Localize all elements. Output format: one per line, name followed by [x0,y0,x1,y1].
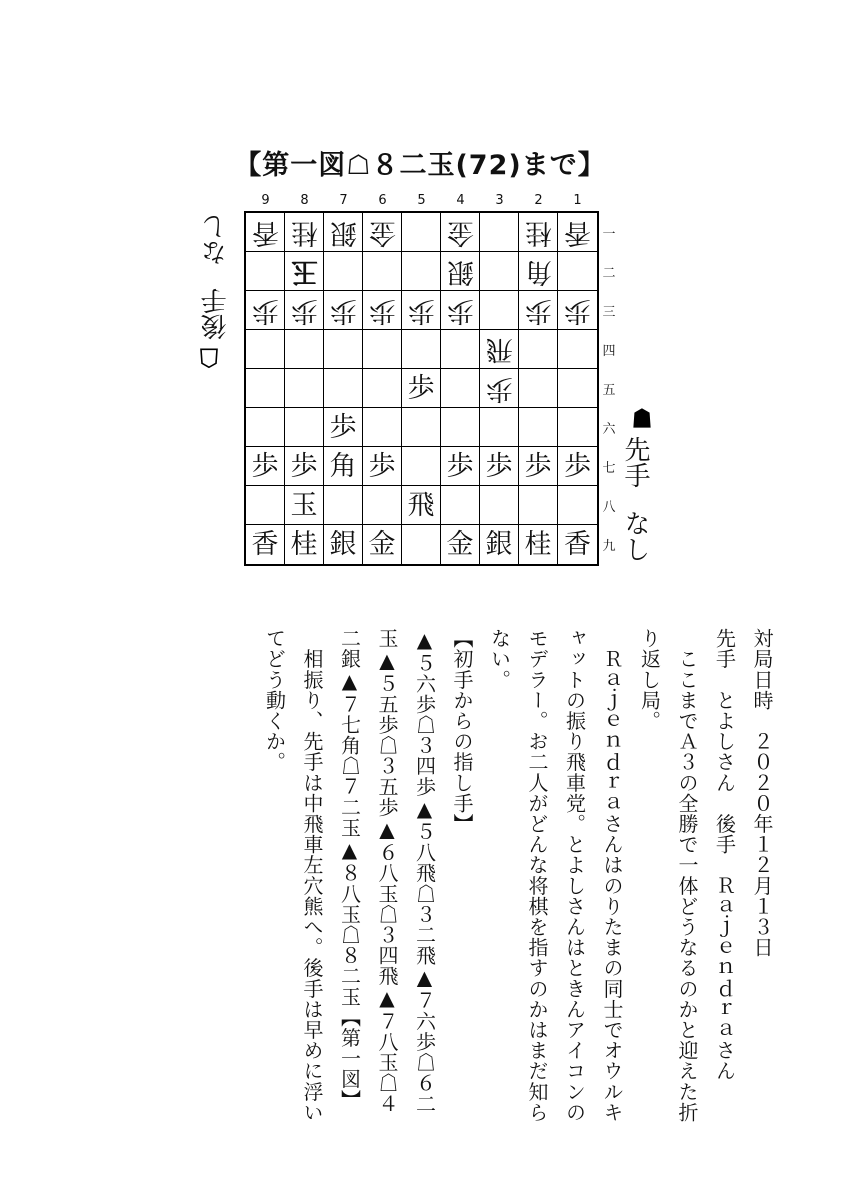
column-label: 8 [300,193,309,208]
column-label: 9 [261,193,270,208]
column-label: 3 [495,193,504,208]
sente-piece: 香 [564,529,591,560]
row-label: 九 [602,539,616,554]
sente-piece: 歩 [446,450,474,482]
sente-piece: 歩 [524,450,552,482]
board-square [363,330,402,369]
row-label: 七 [602,461,616,476]
board-square [363,369,402,408]
board-square [324,447,363,486]
gote-hand: なし [201,214,231,266]
sente-piece: 歩 [290,450,318,482]
board-square [402,408,441,447]
board-square [285,408,324,447]
board-square [441,369,480,408]
board-square [246,213,285,252]
row-label: 五 [602,383,616,398]
board-square [558,291,597,330]
sente-piece: 金 [368,529,396,560]
board-square [480,252,519,291]
column-label: 4 [456,193,465,208]
board-square [324,330,363,369]
board-square [402,525,441,564]
board-square [558,369,597,408]
column-label: 5 [417,193,426,208]
sente-hand-panel [622,408,651,562]
diagram-title: 【第一図☖８二玉(72)まで】 [234,150,606,181]
gote-piece: 角 [524,255,552,287]
board-square [246,291,285,330]
board-square [285,213,324,252]
board-square [558,330,597,369]
board-square [363,213,402,252]
gote-label: 後手 [201,288,231,340]
board-square [519,369,558,408]
board-square [363,252,402,291]
board-square [519,252,558,291]
sente-piece: 香 [251,529,279,560]
column-label: 2 [534,193,543,208]
sente-piece: 歩 [407,372,435,404]
shogi-board [244,211,599,566]
board-square [441,447,480,486]
board-square [441,213,480,252]
sente-piece: 歩 [251,450,279,482]
gote-piece: 歩 [251,294,279,326]
board-square [285,369,324,408]
board-square [363,291,402,330]
board-square [324,213,363,252]
sente-piece: 銀 [485,529,513,560]
board-square [480,486,519,525]
gote-piece: 香 [251,216,279,248]
moves-heading: 【初手からの指し手】 [450,628,474,834]
board-square [246,330,285,369]
board-square [519,213,558,252]
board-square [519,330,558,369]
board-square [363,447,402,486]
gote-piece: 歩 [368,294,396,326]
board-square [285,291,324,330]
board-square [285,252,324,291]
players: 先手 とよしさん 後手 Ｒａｊｅｎｄｒａさん [712,628,737,1082]
gote-piece: 金 [368,216,396,248]
sente-piece: 桂 [524,529,552,560]
board-square [402,330,441,369]
gote-piece: 桂 [290,216,318,248]
board-square [324,525,363,564]
row-label: 二 [602,266,616,281]
board-square [480,330,519,369]
gote-piece: 歩 [407,294,435,326]
sente-piece: 歩 [329,411,357,443]
row-label: 八 [602,500,616,515]
board-square [441,252,480,291]
board-square [246,447,285,486]
sente-label: 先手 [620,436,650,489]
board-square [558,252,597,291]
board-square [246,369,285,408]
board-square [519,291,558,330]
row-label: 四 [602,344,616,359]
board-square [285,525,324,564]
gote-piece: 歩 [290,294,318,326]
board-square [402,252,441,291]
board-square [324,408,363,447]
gote-piece: 銀 [329,216,357,248]
gote-mark-icon [201,340,231,368]
board-square [558,213,597,252]
gote-piece: 桂 [524,216,552,248]
row-label: 一 [602,227,616,242]
board-square [402,291,441,330]
board-square [441,525,480,564]
board-square [558,408,597,447]
column-label: 1 [573,193,582,208]
board-square [519,486,558,525]
board-square [558,486,597,525]
board-square [402,369,441,408]
gote-piece: 飛 [485,333,513,365]
gote-piece: 歩 [524,294,552,326]
gote-piece: 歩 [485,372,513,404]
paragraph-intro: ここまでＡ３の全勝で一体どうなるのかと迎えた折り返し局。 [637,628,699,1123]
board-square [324,369,363,408]
board-square [324,291,363,330]
sente-piece: 玉 [290,489,318,521]
board-square [246,252,285,291]
paragraph-analysis: 相振り、先手は中飛車左穴熊へ。後手は早めに浮いてどう動くか。 [262,628,324,1123]
sente-piece: 歩 [564,450,591,482]
move-list: ▲５六歩☖３四歩▲５八飛☖３二飛▲７六歩☖６二玉▲５五歩☖３五歩▲６八玉☖３四飛▲７八玉☖４二銀▲７七角☖７二玉▲８八玉☖８二玉【第一図】 [337,628,437,1114]
gote-piece: 歩 [564,294,591,326]
commentary-text [182,628,780,1128]
board-square [324,252,363,291]
board-square [402,213,441,252]
board-square [363,408,402,447]
sente-piece: 飛 [407,489,435,521]
sente-piece: 銀 [329,529,357,560]
board-square [441,291,480,330]
board-square [246,408,285,447]
board-square [441,408,480,447]
gote-piece: 香 [564,216,591,248]
sente-hand: なし [620,510,650,563]
board-square [285,330,324,369]
sente-piece: 歩 [485,450,513,482]
board-square [402,447,441,486]
game-date: 対局日時 ２０２０年１２月１３日 [750,628,774,958]
board-square [519,525,558,564]
sente-piece: 角 [329,450,357,482]
board-square [246,525,285,564]
gote-piece: 玉 [290,255,318,287]
board-square [441,330,480,369]
board-square [558,447,597,486]
board-square [480,369,519,408]
sente-piece: 桂 [290,529,318,560]
board-square [519,447,558,486]
board-square [363,525,402,564]
gote-piece: 歩 [446,294,474,326]
gote-piece: 歩 [329,294,357,326]
board-square [285,447,324,486]
column-label: 7 [339,193,348,208]
board-square [558,525,597,564]
board-square [480,408,519,447]
board-square [480,525,519,564]
board-square [441,486,480,525]
sente-piece: 歩 [368,450,396,482]
board-square [480,447,519,486]
gote-hand-panel [200,214,229,368]
sente-piece: 金 [446,529,474,560]
board-square [480,213,519,252]
paragraph-players: Ｒａｊｅｎｄｒａさんはのりたまの同士でオウルキャットの振り飛車党。とよしさんはときんアイコンのモデラー。お二人がどんな将棋を指すのかはまだ知らない。 [487,628,624,1123]
board-square [519,408,558,447]
row-label: 六 [602,422,616,437]
gote-piece: 銀 [446,255,474,287]
gote-piece: 金 [446,216,474,248]
column-label: 6 [378,193,387,208]
row-label: 三 [602,305,616,320]
board-square [246,486,285,525]
board-square [480,291,519,330]
board-square [324,486,363,525]
board-square [285,486,324,525]
board-square [363,486,402,525]
board-square [402,486,441,525]
sente-mark-icon [620,408,650,436]
